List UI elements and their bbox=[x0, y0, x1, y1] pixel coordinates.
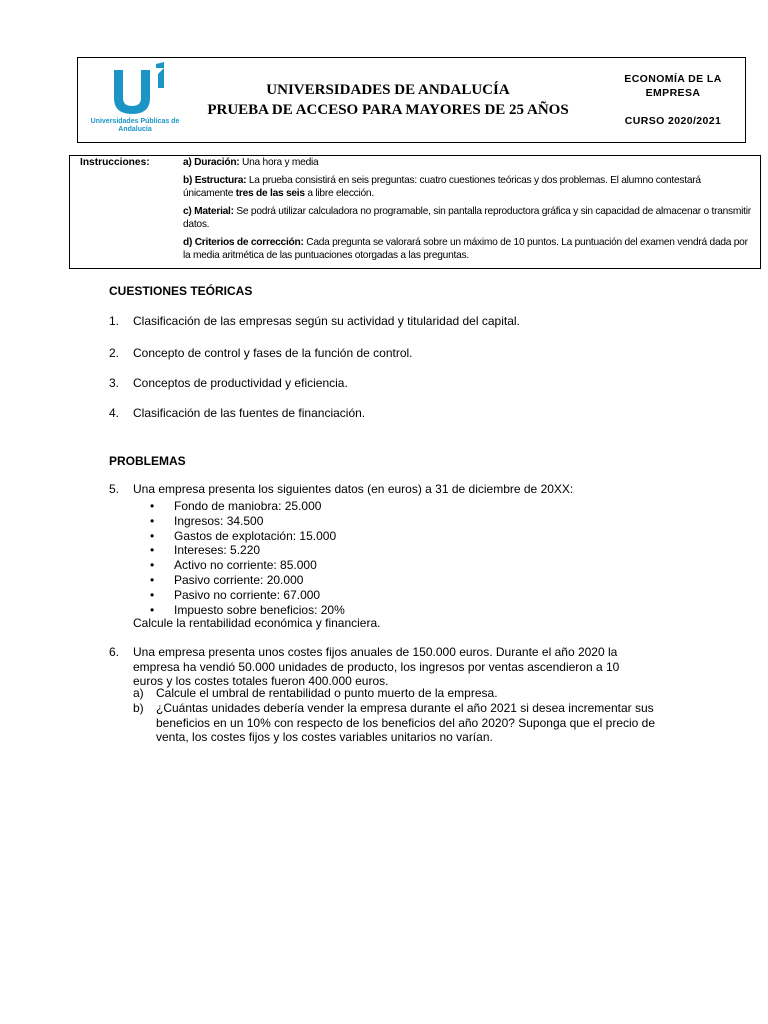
theory-section-title: CUESTIONES TEÓRICAS bbox=[109, 284, 253, 298]
instruction-structure bbox=[183, 175, 753, 200]
bullet-icon: • bbox=[150, 513, 155, 528]
structure-label: b) Estructura: bbox=[183, 175, 247, 186]
problem-text: Una empresa presenta los siguientes datos (en euros) a 31 de diciembre de 20XX: bbox=[133, 482, 574, 496]
instructions-label: Instrucciones: bbox=[80, 157, 150, 168]
duration-text: Una hora y media bbox=[239, 157, 319, 168]
duration-label: a) Duración: bbox=[183, 157, 240, 168]
problem-5-task: Calcule la rentabilidad económica y financiera. bbox=[133, 616, 381, 630]
header-title-line1: UNIVERSIDADES DE ANDALUCÍA bbox=[266, 82, 510, 98]
structure-bold: tres de las seis bbox=[235, 187, 305, 199]
bullet-icon: • bbox=[150, 543, 155, 558]
bullet-icon: • bbox=[150, 572, 155, 587]
problem-6a-text: Calcule el umbral de rentabilidad o punto muerto de la empresa. bbox=[156, 686, 498, 700]
structure-text: La prueba consistirá en seis preguntas: cuatro cuestiones teóricas y dos problemas. El alumno contestará únicamente bbox=[183, 175, 701, 199]
question-number: 3. bbox=[109, 376, 120, 390]
instruction-material bbox=[183, 206, 753, 231]
subject-line1: ECONOMÍA DE LA bbox=[624, 73, 722, 85]
question-text: Clasificación de las fuentes de financiación. bbox=[133, 406, 366, 420]
bullet-icon: • bbox=[150, 499, 155, 513]
problem-number: 5. bbox=[109, 482, 120, 496]
instructions-box bbox=[69, 155, 761, 269]
question-text: Conceptos de productividad y eficiencia. bbox=[133, 376, 348, 390]
problem-6b-text: ¿Cuántas unidades debería vender la empresa durante el año 2021 si desea incrementar sus beneficios en un 10% con respecto de los beneficios del año 2020? Suponga que el precio de venta, los costes fijos y los costes variables unitarios no varían. bbox=[156, 701, 656, 744]
bullet-icon: • bbox=[150, 602, 155, 617]
course-label: CURSO 2020/2021 bbox=[624, 115, 722, 127]
problem-6a-label: a) bbox=[133, 686, 144, 700]
instruction-duration bbox=[183, 157, 753, 170]
subject-line2: EMPRESA bbox=[645, 87, 701, 99]
bullet-icon: • bbox=[150, 587, 155, 602]
question-number: 1. bbox=[109, 314, 120, 328]
header-title-line2: PRUEBA DE ACCESO PARA MAYORES DE 25 AÑOS bbox=[207, 102, 569, 118]
university-logo bbox=[90, 62, 180, 140]
material-label: c) Material: bbox=[183, 206, 234, 217]
problem-text: Una empresa presenta unos costes fijos anuales de 150.000 euros. Durante el año 2020 la empresa ha vendió 50.000 unidades de producto, los ingresos por ventas ascendieron a 10 euros y los costes totales fueron 400.000 euros. bbox=[133, 645, 620, 688]
problem-number: 6. bbox=[109, 645, 120, 659]
material-text: Se podrá utilizar calculadora no programable, sin pantalla reproductora gráfica y sin capacidad de almacenar o transmitir datos. bbox=[183, 206, 751, 230]
criteria-text: Cada pregunta se valorará sobre un máximo de 10 puntos. La puntuación del examen vendrá dada por la media aritmética de las puntuaciones otorgadas a las preguntas. bbox=[183, 237, 748, 261]
question-text: Clasificación de las empresas según su actividad y titularidad del capital. bbox=[133, 314, 520, 328]
question-number: 2. bbox=[109, 346, 120, 360]
problems-section-title: PROBLEMAS bbox=[109, 454, 186, 468]
bullet-icon: • bbox=[150, 558, 155, 573]
exam-header bbox=[77, 57, 746, 143]
logo-u-icon bbox=[90, 62, 180, 118]
logo-text: Universidades Públicas de Andalucía bbox=[90, 118, 180, 133]
question-number: 4. bbox=[109, 406, 120, 420]
instruction-criteria bbox=[183, 237, 753, 262]
bullet-icon: • bbox=[150, 528, 155, 543]
question-text: Concepto de control y fases de la función de control. bbox=[133, 346, 413, 360]
structure-text-end: a libre elección. bbox=[304, 187, 374, 199]
problem-6b-label: b) bbox=[133, 701, 144, 715]
criteria-label: d) Criterios de corrección: bbox=[183, 237, 304, 248]
